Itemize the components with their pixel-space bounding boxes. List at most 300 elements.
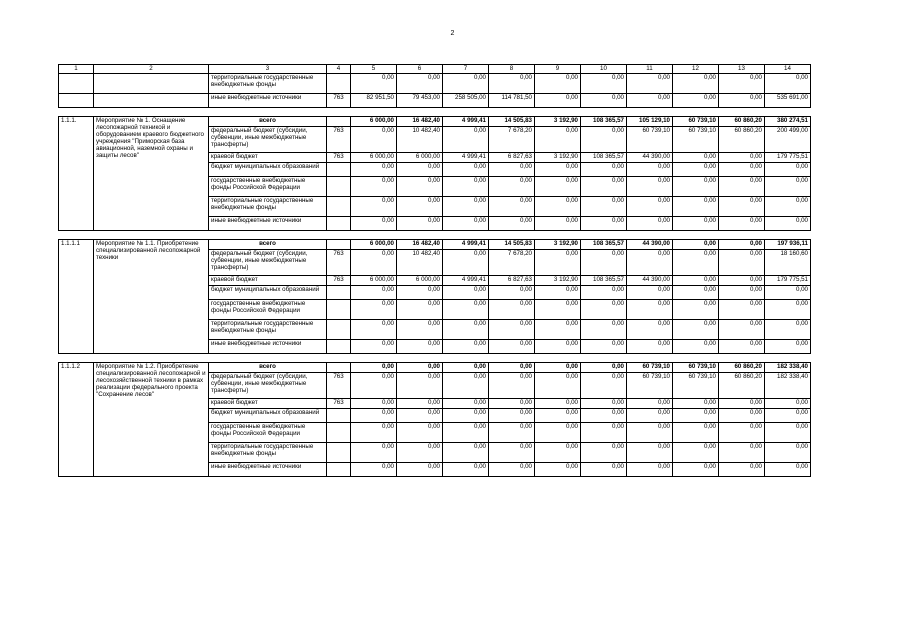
code-cell — [327, 117, 351, 127]
funding-source-cell: всего — [209, 117, 327, 127]
value-cell: 182 338,40 — [765, 363, 811, 373]
value-cell: 0,00 — [397, 197, 443, 217]
activity-name-cell: Мероприятие № 1.2. Приобретение специализированной лесопожарной и лесохозяйственной техники в рамках реализации федерального проекта "Сохранение лесов" — [94, 363, 209, 477]
code-cell: 763 — [327, 94, 351, 108]
value-cell: 6 000,00 — [351, 117, 397, 127]
funding-source-cell: территориальные государственные внебюджетные фонды — [209, 320, 327, 340]
header-cell: 8 — [489, 65, 535, 74]
value-cell: 0,00 — [581, 340, 627, 354]
value-cell: 0,00 — [397, 177, 443, 197]
value-cell: 0,00 — [765, 409, 811, 423]
value-cell: 0,00 — [627, 340, 673, 354]
code-cell — [327, 197, 351, 217]
funding-source-cell: федеральный бюджет (субсидии, субвенции, иные межбюджетные трансферты) — [209, 373, 327, 399]
code-cell — [327, 286, 351, 300]
value-cell: 0,00 — [351, 300, 397, 320]
value-cell: 535 691,00 — [765, 94, 811, 108]
value-cell: 0,00 — [673, 409, 719, 423]
gap-cell — [351, 354, 397, 363]
value-cell: 0,00 — [581, 463, 627, 477]
value-cell: 79 453,00 — [397, 94, 443, 108]
value-cell: 0,00 — [489, 463, 535, 477]
value-cell: 0,00 — [535, 286, 581, 300]
activity-name-cell: Мероприятие № 1.1. Приобретение специализированной лесопожарной техники — [94, 240, 209, 354]
value-cell: 0,00 — [719, 423, 765, 443]
value-cell: 16 482,40 — [397, 240, 443, 250]
value-cell: 197 936,11 — [765, 240, 811, 250]
value-cell: 0,00 — [581, 399, 627, 409]
gap-cell — [209, 231, 327, 240]
funding-source-cell: иные внебюджетные источники — [209, 463, 327, 477]
value-cell: 60 739,10 — [627, 127, 673, 153]
table-row — [59, 74, 811, 94]
gap-cell — [351, 108, 397, 117]
value-cell: 0,00 — [765, 423, 811, 443]
value-cell: 6 000,00 — [351, 240, 397, 250]
value-cell: 0,00 — [443, 373, 489, 399]
value-cell: 0,00 — [489, 320, 535, 340]
value-cell: 14 505,83 — [489, 117, 535, 127]
value-cell: 0,00 — [535, 74, 581, 94]
gap-cell — [443, 354, 489, 363]
value-cell: 0,00 — [489, 300, 535, 320]
value-cell: 0,00 — [351, 177, 397, 197]
value-cell: 0,00 — [719, 197, 765, 217]
value-cell: 0,00 — [397, 373, 443, 399]
value-cell: 0,00 — [397, 443, 443, 463]
value-cell: 0,00 — [397, 363, 443, 373]
value-cell: 0,00 — [627, 409, 673, 423]
value-cell: 0,00 — [443, 320, 489, 340]
value-cell: 0,00 — [627, 217, 673, 231]
value-cell: 182 338,40 — [765, 373, 811, 399]
value-cell: 0,00 — [581, 127, 627, 153]
value-cell: 0,00 — [351, 197, 397, 217]
gap-cell — [719, 108, 765, 117]
funding-source-cell: территориальные государственные внебюджетные фонды — [209, 74, 327, 94]
row-number-cell: 1.1.1.1 — [59, 240, 94, 354]
value-cell: 0,00 — [673, 340, 719, 354]
gap-cell — [765, 354, 811, 363]
value-cell: 0,00 — [673, 163, 719, 177]
gap-cell — [581, 354, 627, 363]
value-cell: 0,00 — [489, 177, 535, 197]
value-cell: 200 499,00 — [765, 127, 811, 153]
value-cell: 0,00 — [351, 363, 397, 373]
funding-source-cell: краевой бюджет — [209, 276, 327, 286]
value-cell: 0,00 — [443, 163, 489, 177]
value-cell: 60 739,10 — [673, 127, 719, 153]
funding-source-cell: краевой бюджет — [209, 153, 327, 163]
section-gap — [59, 231, 811, 240]
activity-name-cell: Мероприятие № 1. Оснащение лесопожарной техникой и оборудованием краевого бюджетного учреждения "Приморская база авиационной, наземной охраны и защиты лесов" — [94, 117, 209, 231]
value-cell: 0,00 — [719, 163, 765, 177]
gap-cell — [673, 108, 719, 117]
value-cell: 0,00 — [673, 153, 719, 163]
value-cell: 6 000,00 — [397, 153, 443, 163]
funding-source-cell: иные внебюджетные источники — [209, 217, 327, 231]
value-cell: 0,00 — [673, 276, 719, 286]
funding-source-cell: иные внебюджетные источники — [209, 94, 327, 108]
value-cell: 0,00 — [351, 163, 397, 177]
value-cell: 0,00 — [765, 74, 811, 94]
value-cell: 0,00 — [673, 286, 719, 300]
value-cell: 0,00 — [535, 217, 581, 231]
value-cell: 44 390,00 — [627, 153, 673, 163]
value-cell: 0,00 — [719, 276, 765, 286]
value-cell: 60 739,10 — [627, 373, 673, 399]
value-cell: 0,00 — [489, 197, 535, 217]
code-cell: 763 — [327, 373, 351, 399]
funding-source-cell: федеральный бюджет (субсидии, субвенции, иные межбюджетные трансферты) — [209, 127, 327, 153]
value-cell: 0,00 — [443, 127, 489, 153]
header-cell: 12 — [673, 65, 719, 74]
value-cell: 108 365,57 — [581, 153, 627, 163]
funding-source-cell: краевой бюджет — [209, 399, 327, 409]
funding-source-cell: иные внебюджетные источники — [209, 340, 327, 354]
funding-source-cell: государственные внебюджетные фонды Российской Федерации — [209, 177, 327, 197]
funding-source-cell: бюджет муниципальных образований — [209, 409, 327, 423]
value-cell: 4 999,41 — [443, 276, 489, 286]
value-cell: 0,00 — [765, 340, 811, 354]
value-cell: 0,00 — [719, 153, 765, 163]
gap-cell — [327, 231, 351, 240]
value-cell: 0,00 — [581, 250, 627, 276]
value-cell: 0,00 — [397, 340, 443, 354]
gap-cell — [719, 354, 765, 363]
code-cell — [327, 340, 351, 354]
value-cell: 0,00 — [535, 94, 581, 108]
value-cell: 7 678,20 — [489, 250, 535, 276]
value-cell: 0,00 — [535, 443, 581, 463]
gap-cell — [59, 354, 94, 363]
value-cell: 0,00 — [627, 423, 673, 443]
value-cell: 60 860,20 — [719, 373, 765, 399]
value-cell: 0,00 — [673, 74, 719, 94]
value-cell: 0,00 — [581, 286, 627, 300]
header-cell: 14 — [765, 65, 811, 74]
value-cell: 0,00 — [673, 423, 719, 443]
value-cell: 10 482,40 — [397, 127, 443, 153]
value-cell: 0,00 — [351, 409, 397, 423]
value-cell: 3 192,90 — [535, 117, 581, 127]
value-cell: 0,00 — [627, 463, 673, 477]
code-cell: 763 — [327, 250, 351, 276]
value-cell: 0,00 — [351, 250, 397, 276]
value-cell: 0,00 — [765, 399, 811, 409]
value-cell: 0,00 — [397, 409, 443, 423]
value-cell: 0,00 — [443, 363, 489, 373]
value-cell: 0,00 — [719, 340, 765, 354]
header-row — [59, 65, 811, 74]
value-cell: 0,00 — [535, 127, 581, 153]
value-cell: 0,00 — [627, 443, 673, 463]
value-cell: 0,00 — [443, 74, 489, 94]
value-cell: 3 192,90 — [535, 240, 581, 250]
value-cell: 0,00 — [397, 163, 443, 177]
value-cell: 60 739,10 — [673, 363, 719, 373]
gap-cell — [489, 108, 535, 117]
value-cell: 0,00 — [719, 320, 765, 340]
value-cell: 0,00 — [489, 74, 535, 94]
value-cell: 0,00 — [765, 177, 811, 197]
funding-source-cell: бюджет муниципальных образований — [209, 286, 327, 300]
value-cell: 44 390,00 — [627, 276, 673, 286]
value-cell: 0,00 — [397, 423, 443, 443]
gap-cell — [627, 354, 673, 363]
value-cell: 0,00 — [719, 409, 765, 423]
value-cell: 60 860,20 — [719, 117, 765, 127]
gap-cell — [94, 354, 209, 363]
value-cell: 0,00 — [351, 320, 397, 340]
value-cell: 0,00 — [581, 320, 627, 340]
value-cell: 0,00 — [627, 399, 673, 409]
funding-source-cell: государственные внебюджетные фонды Российской Федерации — [209, 300, 327, 320]
value-cell: 0,00 — [535, 363, 581, 373]
value-cell: 0,00 — [627, 74, 673, 94]
value-cell: 0,00 — [673, 177, 719, 197]
value-cell: 0,00 — [673, 240, 719, 250]
value-cell: 0,00 — [581, 163, 627, 177]
value-cell: 0,00 — [443, 250, 489, 276]
header-cell: 2 — [94, 65, 209, 74]
value-cell: 18 160,60 — [765, 250, 811, 276]
value-cell: 0,00 — [535, 340, 581, 354]
code-cell — [327, 409, 351, 423]
value-cell: 0,00 — [765, 217, 811, 231]
value-cell: 0,00 — [489, 373, 535, 399]
value-cell: 0,00 — [351, 286, 397, 300]
funding-source-cell: территориальные государственные внебюджетные фонды — [209, 197, 327, 217]
value-cell: 0,00 — [581, 74, 627, 94]
value-cell: 0,00 — [719, 250, 765, 276]
header-cell: 1 — [59, 65, 94, 74]
value-cell: 0,00 — [351, 399, 397, 409]
code-cell — [327, 74, 351, 94]
value-cell: 0,00 — [535, 197, 581, 217]
value-cell: 0,00 — [719, 94, 765, 108]
value-cell: 3 192,90 — [535, 276, 581, 286]
code-cell — [327, 217, 351, 231]
header-cell: 3 — [209, 65, 327, 74]
value-cell: 0,00 — [627, 177, 673, 197]
value-cell: 44 390,00 — [627, 240, 673, 250]
value-cell: 0,00 — [581, 443, 627, 463]
value-cell: 114 781,50 — [489, 94, 535, 108]
value-cell: 0,00 — [581, 217, 627, 231]
value-cell: 0,00 — [581, 363, 627, 373]
value-cell: 0,00 — [535, 399, 581, 409]
gap-cell — [327, 354, 351, 363]
value-cell: 0,00 — [443, 463, 489, 477]
value-cell: 108 365,57 — [581, 240, 627, 250]
table-row — [59, 117, 811, 127]
gap-cell — [209, 354, 327, 363]
value-cell: 0,00 — [443, 409, 489, 423]
value-cell: 0,00 — [489, 423, 535, 443]
value-cell: 0,00 — [673, 300, 719, 320]
value-cell: 0,00 — [397, 217, 443, 231]
value-cell: 0,00 — [351, 74, 397, 94]
code-cell — [327, 240, 351, 250]
activity-name-cell — [94, 74, 209, 94]
value-cell: 108 365,57 — [581, 276, 627, 286]
row-number-cell — [59, 94, 94, 108]
value-cell: 0,00 — [489, 340, 535, 354]
value-cell: 0,00 — [443, 217, 489, 231]
header-cell: 6 — [397, 65, 443, 74]
value-cell: 0,00 — [351, 217, 397, 231]
gap-cell — [397, 108, 443, 117]
value-cell: 82 951,50 — [351, 94, 397, 108]
gap-cell — [351, 231, 397, 240]
value-cell: 0,00 — [535, 250, 581, 276]
code-cell — [327, 177, 351, 197]
value-cell: 0,00 — [443, 286, 489, 300]
value-cell: 6 000,00 — [397, 276, 443, 286]
value-cell: 0,00 — [719, 217, 765, 231]
gap-cell — [627, 108, 673, 117]
header-cell: 7 — [443, 65, 489, 74]
gap-cell — [327, 108, 351, 117]
funding-source-cell: государственные внебюджетные фонды Российской Федерации — [209, 423, 327, 443]
gap-cell — [719, 231, 765, 240]
activity-name-cell — [94, 94, 209, 108]
funding-source-cell: всего — [209, 363, 327, 373]
gap-cell — [581, 108, 627, 117]
value-cell: 0,00 — [489, 399, 535, 409]
gap-cell — [443, 231, 489, 240]
value-cell: 0,00 — [581, 197, 627, 217]
value-cell: 0,00 — [719, 399, 765, 409]
value-cell: 0,00 — [673, 197, 719, 217]
value-cell: 0,00 — [627, 163, 673, 177]
value-cell: 0,00 — [351, 443, 397, 463]
code-cell: 763 — [327, 276, 351, 286]
value-cell: 0,00 — [535, 163, 581, 177]
value-cell: 108 365,57 — [581, 117, 627, 127]
value-cell: 0,00 — [397, 320, 443, 340]
value-cell: 0,00 — [581, 94, 627, 108]
budget-table — [58, 64, 811, 477]
value-cell: 0,00 — [673, 320, 719, 340]
value-cell: 0,00 — [489, 409, 535, 423]
funding-source-cell: территориальные государственные внебюджетные фонды — [209, 443, 327, 463]
header-cell: 5 — [351, 65, 397, 74]
value-cell: 0,00 — [397, 286, 443, 300]
gap-cell — [581, 231, 627, 240]
header-cell: 9 — [535, 65, 581, 74]
value-cell: 0,00 — [443, 340, 489, 354]
value-cell: 0,00 — [719, 300, 765, 320]
page-number: 2 — [450, 30, 455, 37]
value-cell: 3 192,90 — [535, 153, 581, 163]
value-cell: 0,00 — [673, 250, 719, 276]
value-cell: 4 999,41 — [443, 153, 489, 163]
header-cell: 4 — [327, 65, 351, 74]
value-cell: 6 000,00 — [351, 153, 397, 163]
value-cell: 0,00 — [673, 443, 719, 463]
header-cell: 11 — [627, 65, 673, 74]
value-cell: 179 775,51 — [765, 276, 811, 286]
value-cell: 0,00 — [765, 197, 811, 217]
value-cell: 0,00 — [351, 463, 397, 477]
value-cell: 258 505,00 — [443, 94, 489, 108]
value-cell: 0,00 — [443, 423, 489, 443]
gap-cell — [673, 354, 719, 363]
gap-cell — [59, 231, 94, 240]
value-cell: 6 827,63 — [489, 153, 535, 163]
value-cell: 0,00 — [351, 340, 397, 354]
value-cell: 0,00 — [351, 423, 397, 443]
value-cell: 0,00 — [535, 320, 581, 340]
value-cell: 0,00 — [535, 423, 581, 443]
gap-cell — [535, 354, 581, 363]
section-gap — [59, 354, 811, 363]
gap-cell — [673, 231, 719, 240]
value-cell: 0,00 — [719, 240, 765, 250]
gap-cell — [94, 108, 209, 117]
gap-cell — [209, 108, 327, 117]
value-cell: 0,00 — [397, 74, 443, 94]
header-cell: 13 — [719, 65, 765, 74]
row-number-cell: 1.1.1. — [59, 117, 94, 231]
value-cell: 0,00 — [489, 363, 535, 373]
value-cell: 0,00 — [489, 163, 535, 177]
value-cell: 179 775,51 — [765, 153, 811, 163]
code-cell: 763 — [327, 127, 351, 153]
value-cell: 7 678,20 — [489, 127, 535, 153]
code-cell — [327, 443, 351, 463]
code-cell — [327, 300, 351, 320]
value-cell: 0,00 — [443, 399, 489, 409]
code-cell — [327, 363, 351, 373]
value-cell: 0,00 — [535, 409, 581, 423]
gap-cell — [94, 231, 209, 240]
value-cell: 60 739,10 — [627, 363, 673, 373]
value-cell: 0,00 — [765, 463, 811, 477]
value-cell: 0,00 — [397, 463, 443, 477]
funding-source-cell: бюджет муниципальных образований — [209, 163, 327, 177]
value-cell: 0,00 — [535, 177, 581, 197]
gap-cell — [765, 231, 811, 240]
gap-cell — [489, 231, 535, 240]
value-cell: 0,00 — [581, 177, 627, 197]
code-cell: 763 — [327, 153, 351, 163]
value-cell: 0,00 — [351, 373, 397, 399]
value-cell: 0,00 — [443, 197, 489, 217]
row-number-cell — [59, 74, 94, 94]
value-cell: 0,00 — [719, 463, 765, 477]
gap-cell — [489, 354, 535, 363]
value-cell: 0,00 — [719, 74, 765, 94]
gap-cell — [535, 231, 581, 240]
header-cell: 10 — [581, 65, 627, 74]
value-cell: 0,00 — [581, 423, 627, 443]
value-cell: 0,00 — [673, 94, 719, 108]
code-cell — [327, 163, 351, 177]
value-cell: 0,00 — [581, 373, 627, 399]
code-cell: 763 — [327, 399, 351, 409]
value-cell: 105 129,10 — [627, 117, 673, 127]
value-cell: 0,00 — [765, 443, 811, 463]
value-cell: 16 482,40 — [397, 117, 443, 127]
value-cell: 0,00 — [351, 127, 397, 153]
value-cell: 0,00 — [397, 300, 443, 320]
value-cell: 0,00 — [719, 286, 765, 300]
value-cell: 0,00 — [719, 443, 765, 463]
value-cell: 60 860,20 — [719, 363, 765, 373]
